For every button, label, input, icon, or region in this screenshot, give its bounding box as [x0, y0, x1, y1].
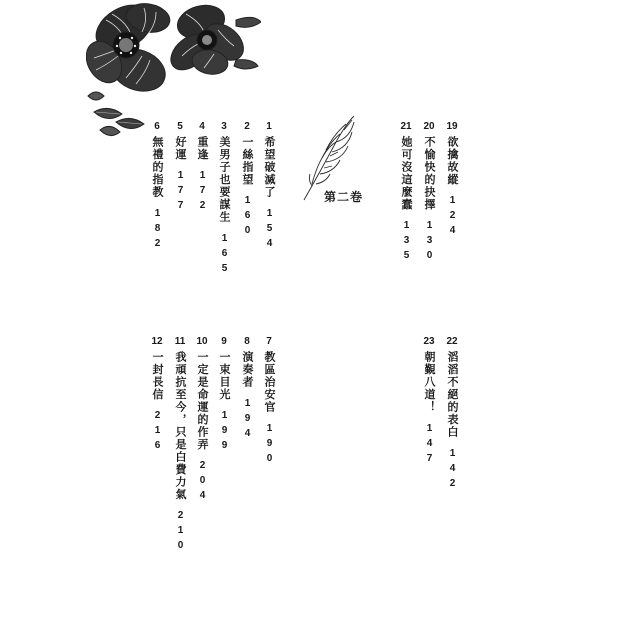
page-number: 135: [401, 220, 412, 265]
chapter-title: 她可沒這麼蠢: [400, 136, 413, 211]
chapter-number: 10: [196, 336, 208, 347]
toc-entry[interactable]: [239, 121, 255, 240]
chapter-title: 好運: [174, 136, 187, 161]
toc-entry[interactable]: [444, 121, 460, 240]
toc-entry[interactable]: [261, 121, 277, 253]
page-number: 216: [152, 410, 163, 455]
chapter-number: 8: [244, 336, 250, 347]
page-number: 142: [447, 447, 458, 493]
chapter-title: 一定是命運的作弄: [196, 351, 209, 451]
toc-entry[interactable]: [194, 336, 210, 505]
chapter-number: 3: [221, 121, 227, 132]
chapter-number: 4: [199, 121, 205, 132]
toc-entry[interactable]: [149, 121, 165, 253]
toc-entry[interactable]: [239, 336, 255, 443]
chapter-number: 23: [423, 336, 435, 347]
chapter-number: 6: [154, 121, 160, 132]
chapter-title: 美男子也要謀生: [218, 136, 231, 224]
chapter-title: 重逢: [196, 136, 209, 161]
chapter-title: 教區治安官: [263, 351, 276, 414]
chapter-title: 欲擒故縱: [446, 136, 459, 186]
chapter-title: 滔滔不絕的表白: [446, 351, 459, 439]
chapter-title: 演奏者: [241, 351, 254, 389]
toc-entry[interactable]: [216, 121, 232, 278]
page-number: 160: [242, 195, 253, 240]
chapter-number: 19: [446, 121, 458, 132]
chapter-number: 21: [400, 121, 412, 132]
chapter-number: 20: [423, 121, 435, 132]
page-number: 182: [152, 207, 163, 253]
chapter-title: 不愉快的抉擇: [423, 136, 436, 211]
page-number: 124: [447, 195, 458, 240]
page-number: 190: [264, 422, 275, 468]
toc-entry[interactable]: [172, 121, 188, 215]
toc-entry[interactable]: [398, 121, 414, 265]
toc-entry[interactable]: [194, 121, 210, 215]
page-number: 154: [264, 207, 275, 253]
chapter-number: 9: [221, 336, 227, 347]
chapter-title: 朝覲八道！: [423, 351, 436, 414]
chapter-title: 一絲指望: [241, 136, 254, 186]
chapter-number: 5: [177, 121, 183, 132]
chapter-number: 12: [151, 336, 163, 347]
page-number: 204: [197, 460, 208, 505]
page-number: 210: [175, 510, 186, 555]
page-number: 172: [197, 170, 208, 215]
toc-entry[interactable]: [172, 336, 188, 555]
chapter-number: 7: [266, 336, 272, 347]
chapter-title: 希望破滅了: [263, 136, 276, 199]
toc-entry[interactable]: [421, 336, 437, 468]
page-number: 194: [242, 397, 253, 443]
volume-heading: 第二卷: [324, 190, 364, 204]
chapter-title: 無禮的指教: [151, 136, 164, 199]
chapter-number: 22: [446, 336, 458, 347]
toc-entry[interactable]: [444, 336, 460, 493]
chapter-title: 我頑抗至今，只是白費力氣: [174, 351, 187, 501]
chapter-title: 一封長信: [151, 351, 164, 401]
page-number: 165: [219, 232, 230, 278]
toc-entry[interactable]: [149, 336, 165, 455]
toc-entry[interactable]: [216, 336, 232, 455]
toc-entry[interactable]: [261, 336, 277, 468]
toc-entry[interactable]: [421, 121, 437, 265]
page-number: 177: [175, 170, 186, 215]
page-number: 130: [424, 220, 435, 265]
chapter-title: 一束目光: [218, 351, 231, 401]
page-number: 147: [424, 422, 435, 468]
page-number: 199: [219, 410, 230, 455]
chapter-number: 2: [244, 121, 250, 132]
chapter-number: 11: [174, 336, 186, 347]
chapter-number: 1: [266, 121, 272, 132]
